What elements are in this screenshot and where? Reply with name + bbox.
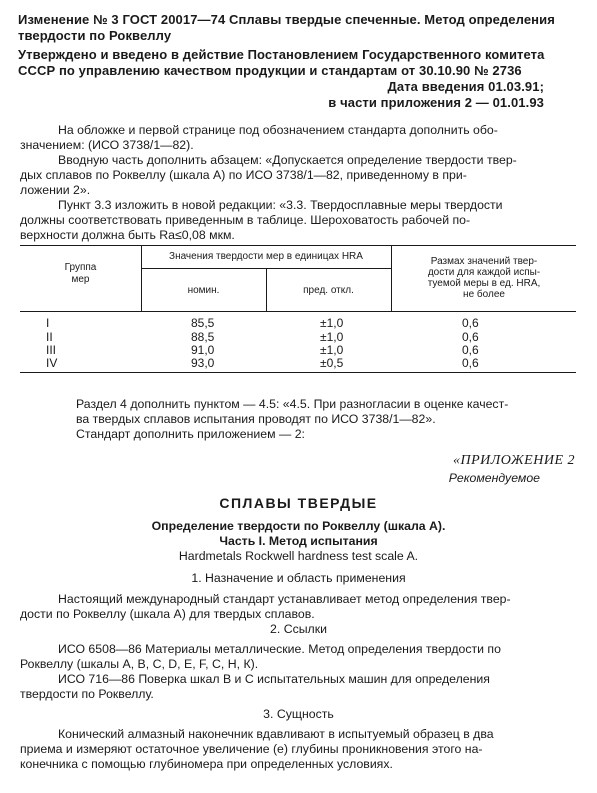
para4-line1: Раздел 4 дополнить пунктом — 4.5: «4.5. При разногласии в оценке качест-	[76, 397, 509, 411]
cell-nominal: 88,5	[191, 330, 215, 344]
col-header-values: Значения твердости мер в единицах HRA	[169, 251, 363, 262]
para2-line2: дых сплавов по Роквеллу (шкала А) по ИСО 3738/1—82, приведенному в при-	[20, 168, 467, 182]
para3-line2: должны соответствовать приведенным в таблице. Шероховатость рабочей по-	[20, 213, 471, 227]
appendix-label: «ПРИЛОЖЕНИЕ 2	[453, 453, 575, 468]
cell-group: IV	[46, 356, 58, 370]
table-header-rule	[20, 311, 576, 312]
section2-title: 2. Ссылки	[270, 622, 327, 636]
section3-title: 3. Сущность	[263, 707, 334, 721]
para3-line3: верхности должна быть Ra≤0,08 мкм.	[20, 228, 235, 242]
amendment-title-line1: Изменение № 3 ГОСТ 20017—74 Сплавы твердые спеченные. Метод определения	[18, 12, 555, 27]
cell-deviation: ±1,0	[320, 316, 344, 330]
cell-nominal: 85,5	[191, 316, 215, 330]
para3-line1: Пункт 3.3 изложить в новой редакции: «3.3. Твердосплавные меры твердости	[58, 198, 503, 212]
cell-nominal: 91,0	[191, 343, 215, 357]
effective-date: Дата введения 01.03.91;	[387, 79, 544, 94]
cell-deviation: ±0,5	[320, 356, 344, 370]
amendment-title-line2: твердости по Роквеллу	[18, 28, 172, 43]
section1-line1: Настоящий международный стандарт устанавливает метод определения твер-	[58, 592, 511, 606]
approval-line1: Утверждено и введено в действие Постановлением Государственного комитета	[18, 47, 545, 62]
para4-line2: ва твердых сплавов испытания проводят по ИСО 3738/1—82».	[76, 412, 436, 426]
appendix-subtitle1: Определение твердости по Роквеллу (шкала А).	[151, 519, 446, 533]
col-header-range: Размах значений твер- дости для каждой испы- туемой меры в ед. HRA, не более	[427, 256, 541, 300]
cell-group: II	[46, 330, 53, 344]
para2-line3: ложении 2».	[20, 183, 91, 197]
section2-line2: Роквеллу (шкалы А, В, С, D, Е, F, С, Н, К).	[20, 657, 259, 671]
para1-line2: значением: (ИСО 3738/1—82).	[20, 138, 194, 152]
section1-line2: дости по Роквеллу (шкала А) для твердых сплавов.	[20, 607, 315, 621]
col-header-nominal: номин.	[187, 285, 220, 296]
col-header-group: Группа мер	[64, 262, 97, 285]
cell-group: I	[46, 316, 50, 330]
appendix-title: СПЛАВЫ ТВЕРДЫЕ	[219, 495, 378, 511]
appendix-effective-date: в части приложения 2 — 01.01.93	[328, 95, 544, 110]
cell-range: 0,6	[462, 343, 479, 357]
appendix-recommended: Рекомендуемое	[448, 471, 540, 485]
col-header-deviation: пред. откл.	[303, 285, 354, 296]
section3-line1: Конический алмазный наконечник вдавливают в испытуемый образец в два	[58, 727, 494, 741]
cell-group: III	[46, 343, 57, 357]
section1-title: 1. Назначение и область применения	[191, 571, 406, 585]
para5: Стандарт дополнить приложением — 2:	[76, 427, 305, 441]
cell-range: 0,6	[462, 316, 479, 330]
section3-line2: приема и измеряют остаточное увеличение (е) глубины проникновения этого на-	[20, 742, 483, 756]
section2-line4: твердости по Роквеллу.	[20, 687, 154, 701]
appendix-subtitle2: Часть I. Метод испытания	[219, 534, 378, 548]
section3-line3: конечника с помощью глубиномера при определенных условиях.	[20, 757, 393, 771]
section2-line3: ИСО 716—86 Поверка шкал В и С испытательных машин для определения	[58, 672, 490, 686]
table-top-rule	[20, 245, 576, 246]
para1-line1: На обложке и первой странице под обозначением стандарта дополнить обо-	[58, 123, 498, 137]
cell-deviation: ±1,0	[320, 330, 344, 344]
cell-range: 0,6	[462, 356, 479, 370]
approval-line2: СССР по управлению качеством продукции и стандартам от 30.10.90 № 2736	[18, 63, 522, 78]
para2-line1: Вводную часть дополнить абзацем: «Допускается определение твердости твер-	[58, 153, 517, 167]
cell-range: 0,6	[462, 330, 479, 344]
table-bottom-rule	[20, 372, 576, 373]
appendix-subtitle-en: Hardmetals Rockwell hardness test scale A.	[178, 549, 419, 563]
section2-line1: ИСО 6508—86 Материалы металлические. Метод определения твердости по	[58, 642, 501, 656]
cell-deviation: ±1,0	[320, 343, 344, 357]
cell-nominal: 93,0	[191, 356, 215, 370]
